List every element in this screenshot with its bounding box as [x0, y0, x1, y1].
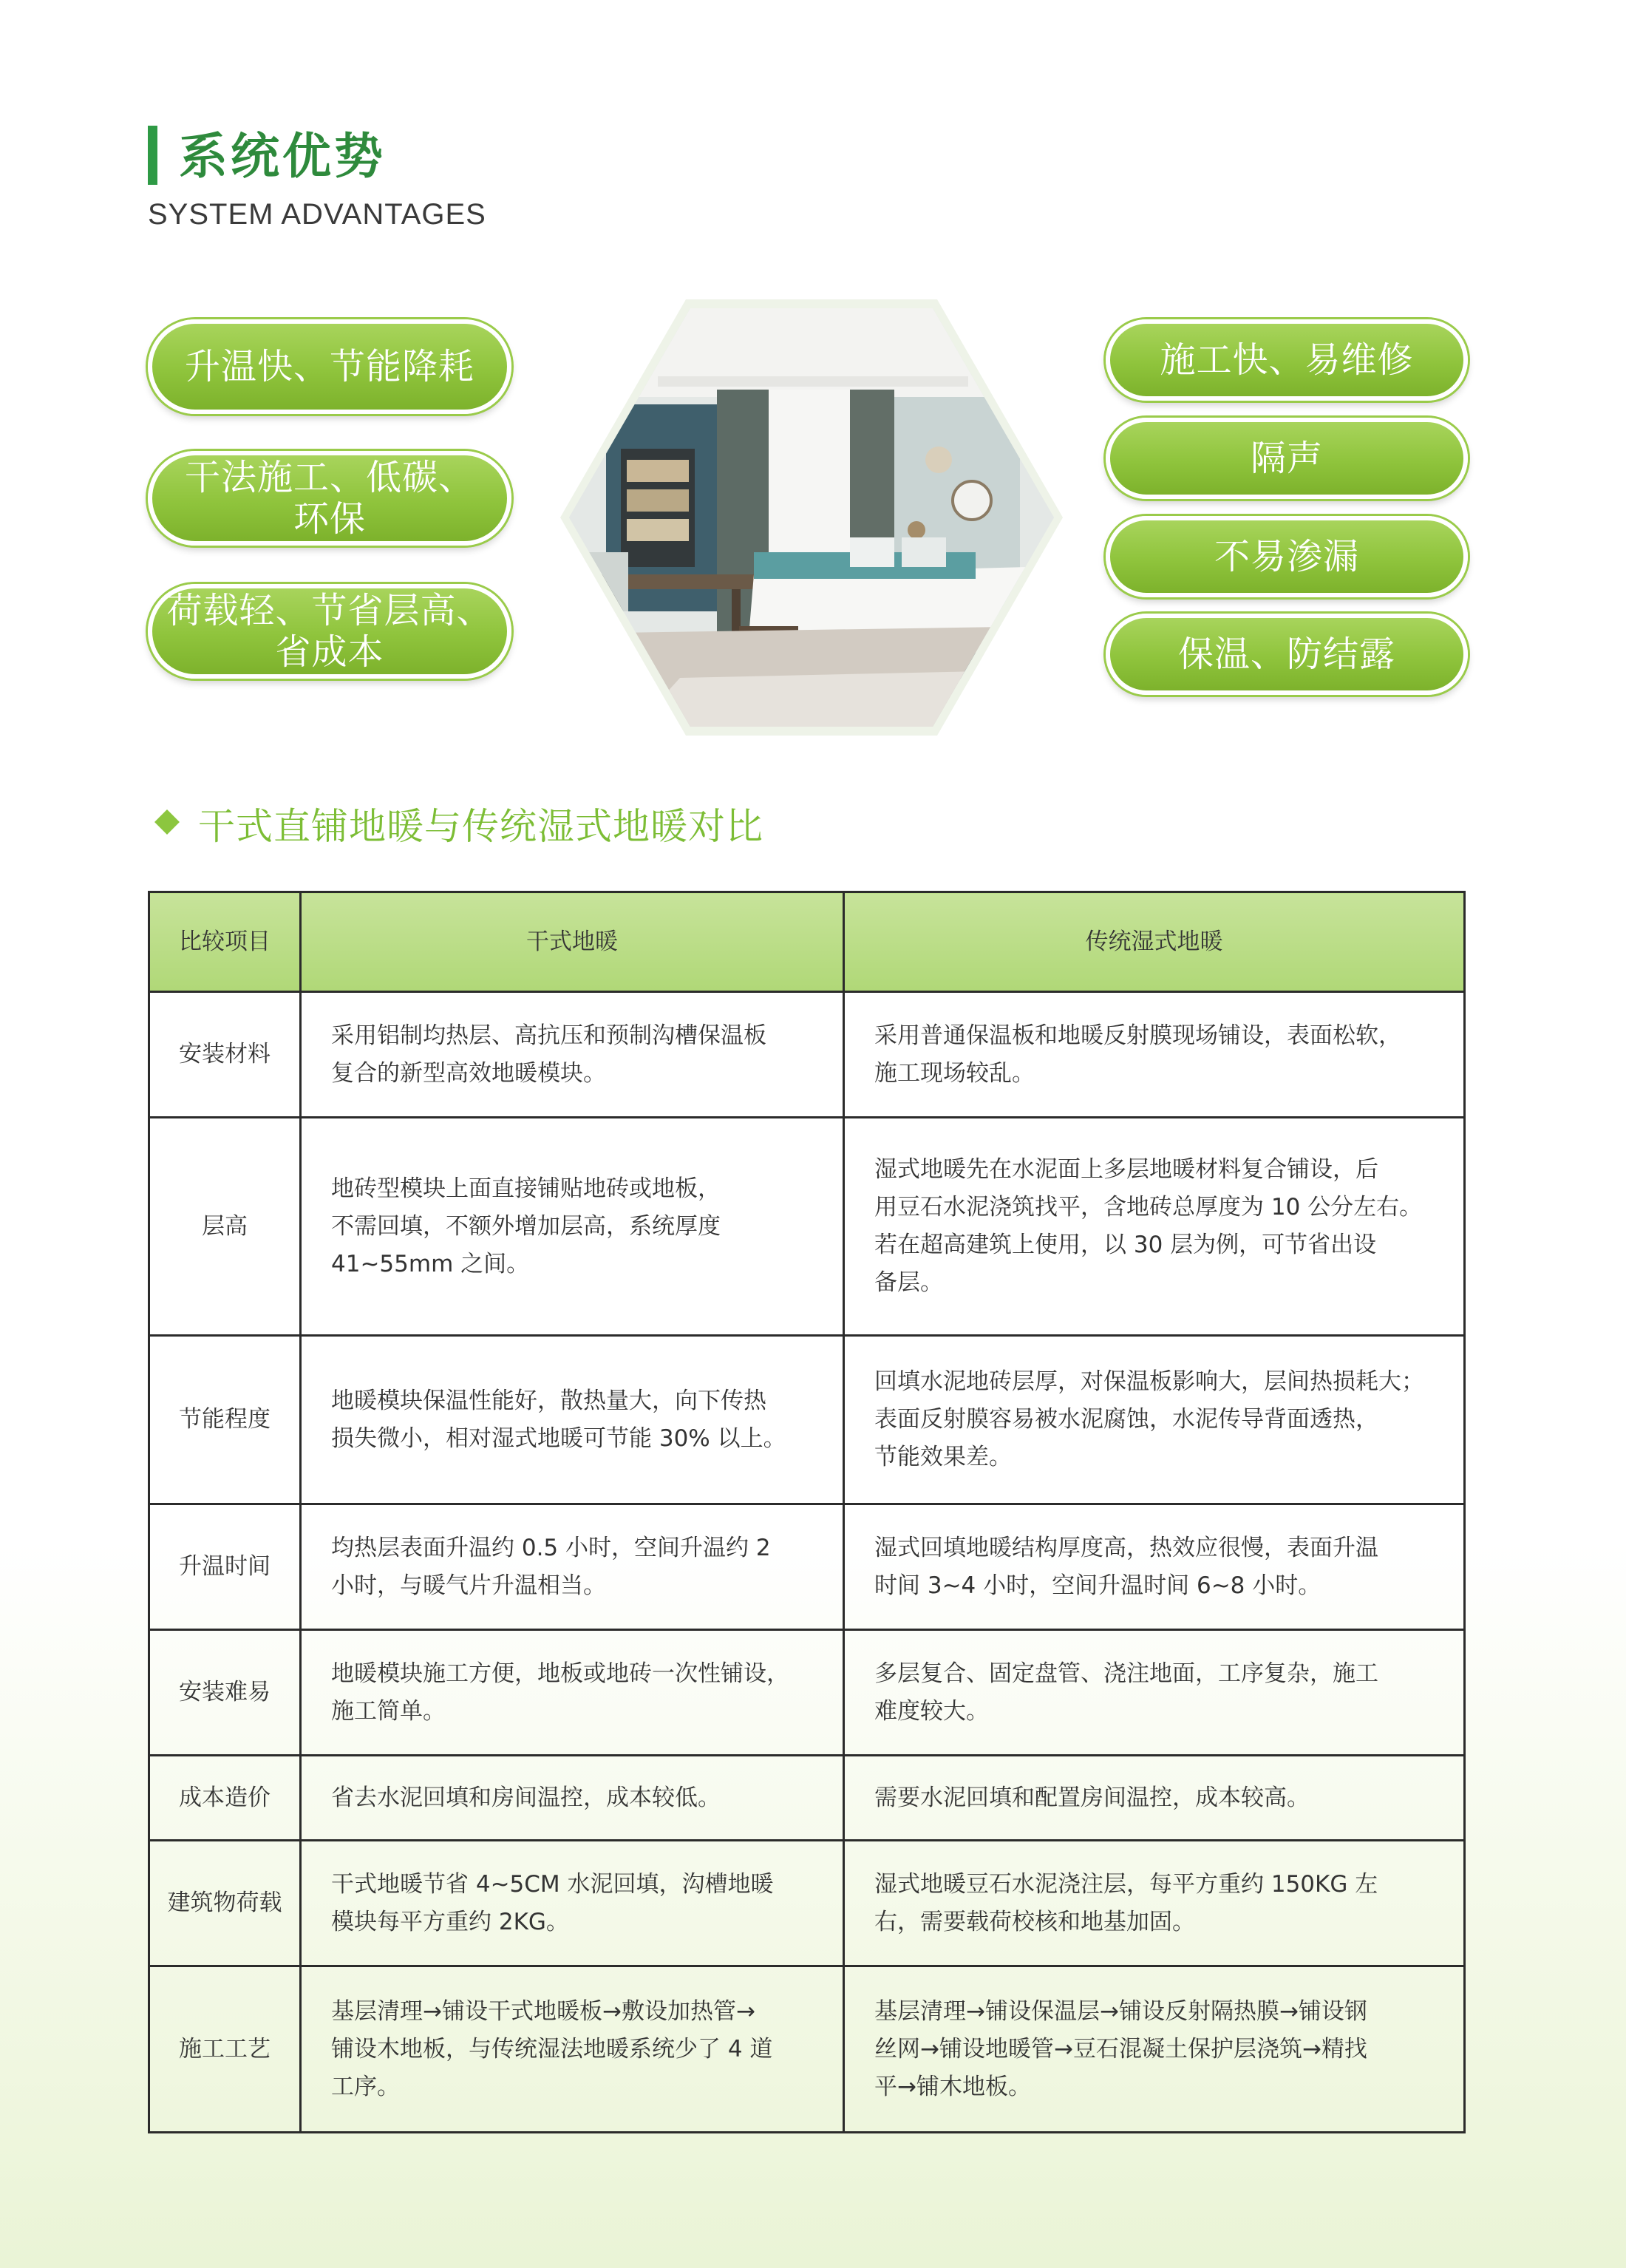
diamond-bullet-icon — [154, 809, 180, 835]
cell-line: 难度较大。 — [874, 1697, 989, 1725]
bedroom-photo — [569, 308, 1054, 727]
cell-line: 采用普通保温板和地暖反射膜现场铺设，表面松软， — [874, 1022, 1401, 1049]
table-row — [149, 1841, 1465, 1966]
advantage-line: 不易渗漏 — [1214, 536, 1359, 577]
cell-line: 回填水泥地砖层厚，对保温板影响大，层间热损耗大； — [874, 1368, 1424, 1395]
cell-line: 小时，与暖气片升温相当。 — [331, 1572, 606, 1599]
row-item: 安装难易 — [149, 1630, 301, 1756]
cell-line: 模块每平方重约 2KG。 — [331, 1908, 569, 1935]
table-row — [149, 1118, 1465, 1336]
wet-cell — [844, 1630, 1465, 1756]
cell-line: 基层清理→铺设保温层→铺设反射隔热膜→铺设钢 — [874, 1997, 1367, 2025]
cell-line: 均热层表面升温约 0.5 小时，空间升温约 2 — [331, 1534, 771, 1561]
cell-line: 湿式地暖先在水泥面上多层地暖材料复合铺设，后 — [874, 1156, 1378, 1183]
cell-line: 施工现场较乱。 — [874, 1059, 1035, 1087]
table-row — [149, 992, 1465, 1118]
dry-cell — [301, 1118, 844, 1336]
cell-line: 地暖模块施工方便，地板或地砖一次性铺设， — [331, 1660, 789, 1687]
dry-cell — [301, 1630, 844, 1756]
table-row — [149, 1630, 1465, 1756]
dry-cell — [301, 1966, 844, 2133]
advantage-line: 干法施工、低碳、 — [184, 457, 474, 498]
cell-line: 用豆石水泥浇筑找平，含地砖总厚度为 10 公分左右。 — [874, 1194, 1423, 1220]
advantage-pill — [148, 584, 511, 679]
wet-cell — [844, 1504, 1465, 1630]
cell-line: 备层。 — [874, 1269, 943, 1296]
cell-line: 施工简单。 — [331, 1697, 446, 1725]
cell-line: 工序。 — [331, 2073, 400, 2100]
row-item: 升温时间 — [149, 1504, 301, 1630]
cell-line: 不需回填，不额外增加层高，系统厚度 — [331, 1212, 721, 1240]
comparison-table — [148, 891, 1466, 2133]
row-item: 节能程度 — [149, 1336, 301, 1504]
table-row — [149, 1966, 1465, 2133]
cell-line: 地砖型模块上面直接铺贴地砖或地板， — [331, 1175, 721, 1202]
column-header-wet: 传统湿式地暖 — [844, 892, 1465, 992]
advantage-line: 升温快、节能降耗 — [184, 346, 474, 387]
cell-line: 表面反射膜容易被水泥腐蚀，水泥传导背面透热， — [874, 1406, 1378, 1433]
advantage-pill — [1106, 614, 1468, 695]
cell-line: 右，需要载荷校核和地基加固。 — [874, 1908, 1195, 1935]
advantage-pill — [1106, 319, 1468, 401]
cell-line: 湿式地暖豆石水泥浇注层，每平方重约 150KG 左 — [874, 1870, 1378, 1898]
advantage-pill — [148, 451, 511, 546]
cell-line: 节能效果差。 — [874, 1444, 1012, 1470]
wet-cell — [844, 1841, 1465, 1966]
table-row — [149, 1336, 1465, 1504]
dry-cell — [301, 1841, 844, 1966]
advantage-line: 隔声 — [1250, 438, 1323, 479]
cell-line: 多层复合、固定盘管、浇注地面，工序复杂，施工 — [874, 1660, 1378, 1687]
advantage-line: 省成本 — [275, 631, 384, 673]
wet-cell — [844, 1118, 1465, 1336]
page-subtitle-en: SYSTEM ADVANTAGES — [148, 198, 486, 231]
row-item: 层高 — [149, 1118, 301, 1336]
cell-line: 采用铝制均热层、高抗压和预制沟槽保温板 — [331, 1022, 766, 1049]
row-item: 建筑物荷载 — [149, 1841, 301, 1966]
advantage-line: 环保 — [293, 498, 366, 540]
advantage-pill — [148, 319, 511, 414]
dry-cell — [301, 1756, 844, 1841]
cell-line: 地暖模块保温性能好，散热量大，向下传热 — [331, 1387, 766, 1414]
title-accent-bar — [148, 126, 157, 185]
cell-line: 时间 3~4 小时，空间升温时间 6~8 小时。 — [874, 1572, 1321, 1599]
dry-cell — [301, 992, 844, 1118]
row-item: 施工工艺 — [149, 1966, 301, 2133]
section-title: 干式直铺地暖与传统湿式地暖对比 — [198, 805, 763, 848]
advantage-pill — [1106, 418, 1468, 499]
page-title: 系统优势 — [179, 127, 386, 185]
cell-line: 省去水泥回填和房间温控，成本较低。 — [331, 1784, 721, 1811]
advantage-line: 保温、防结露 — [1177, 634, 1395, 675]
dry-cell — [301, 1504, 844, 1630]
row-item: 成本造价 — [149, 1756, 301, 1841]
table-row — [149, 1504, 1465, 1630]
column-header-item: 比较项目 — [149, 892, 301, 992]
cell-line: 平→铺木地板。 — [874, 2073, 1031, 2100]
wet-cell — [844, 1966, 1465, 2133]
cell-line: 需要水泥回填和配置房间温控，成本较高。 — [874, 1784, 1310, 1811]
wet-cell — [844, 1756, 1465, 1841]
dry-cell — [301, 1336, 844, 1504]
cell-line: 湿式回填地暖结构厚度高，热效应很慢，表面升温 — [874, 1534, 1378, 1561]
advantage-line: 施工快、易维修 — [1160, 339, 1414, 381]
cell-line: 铺设木地板，与传统湿法地暖系统少了 4 道 — [331, 2035, 773, 2062]
cell-line: 丝网→铺设地暖管→豆石混凝土保护层浇筑→精找 — [874, 2035, 1367, 2062]
wet-cell — [844, 992, 1465, 1118]
row-item: 安装材料 — [149, 992, 301, 1118]
column-header-dry: 干式地暖 — [301, 892, 844, 992]
advantage-line: 荷载轻、节省层高、 — [166, 590, 493, 631]
cell-line: 基层清理→铺设干式地暖板→敷设加热管→ — [331, 1997, 755, 2025]
cell-line: 复合的新型高效地暖模块。 — [331, 1059, 606, 1087]
cell-line: 损失微小，相对湿式地暖可节能 30% 以上。 — [331, 1425, 786, 1452]
cell-line: 若在超高建筑上使用，以 30 层为例，可节省出设 — [874, 1232, 1377, 1258]
table-row — [149, 1756, 1465, 1841]
advantage-pill — [1106, 516, 1468, 597]
wet-cell — [844, 1336, 1465, 1504]
cell-line: 干式地暖节省 4~5CM 水泥回填，沟槽地暖 — [331, 1870, 774, 1898]
cell-line: 41~55mm 之间。 — [331, 1250, 530, 1277]
table-header-row — [149, 892, 1465, 992]
